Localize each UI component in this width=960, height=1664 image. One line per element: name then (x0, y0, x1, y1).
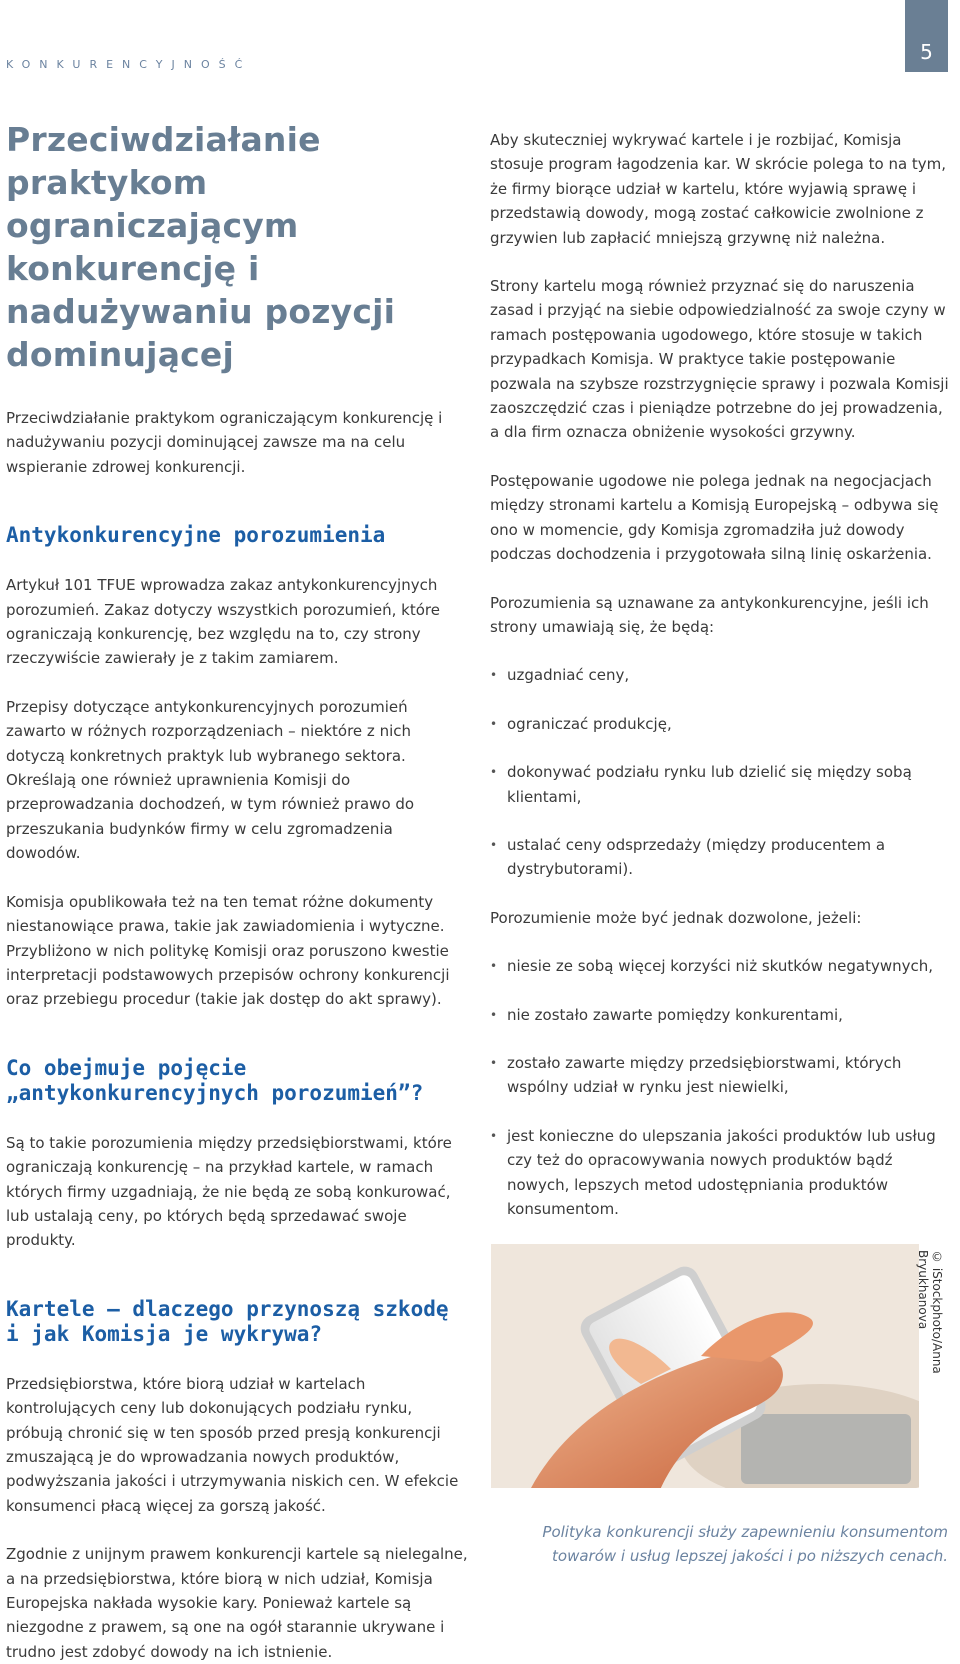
smartphone-photo (491, 1244, 919, 1488)
paragraph: Zgodnie z unijnym prawem konkurencji kartele są nielegalne, a na przedsiębiorstwa, które biorą w nich udział, Komisja Europejska nakłada wysokie kary. Ponieważ kartele są niezgodne z prawem, są one na ogół starannie ukrywane i trudno jest zdobyć dowody na ich istnienie. (6, 1545, 468, 1661)
photo-caption: Polityka konkurencji służy zapewnieniu konsumentom towarów i usług lepszej jakości i po niższych cenach. (542, 1523, 948, 1565)
bullet-list-allowed (490, 954, 950, 1221)
list-item: • ograniczać produkcję, (490, 712, 950, 736)
right-column (490, 128, 950, 1221)
paragraph: Strony kartelu mogą również przyznać się do naruszenia zasad i przyjąć na siebie odpowiedzialność za swoje czyny w ramach postępowania ugodowego, które stosuje w takich przypadkach Komisja. W praktyce takie postępowanie pozwala na szybsze rozstrzygnięcie sprawy i pozwala Komisji zaoszczędzić czas i pieniądze potrzebne do jej prowadzenia, a dla firm oznacza obniżenie wysokości grzywny. (490, 277, 949, 442)
paragraph: Są to takie porozumienia między przedsiębiorstwami, które ograniczają konkurencję – na przykład kartele, w ramach których firmy uzgadniają, że nie będą ze sobą konkurować, lub ustalają ceny, po których będą sprzedawać swoje produkty. (6, 1133, 452, 1250)
list-item: • dokonywać podziału rynku lub dzielić się między sobą klientami, (490, 760, 950, 809)
heading-what: Co obejmuje pojęcie „antykonkurencyjnych porozumień”? (6, 1055, 424, 1105)
page-number: 5 (920, 40, 933, 64)
paragraph: Przepisy dotyczące antykonkurencyjnych porozumień zawarto w różnych rozporządzeniach – niektóre z nich dotyczą konkretnych praktyk lub wybranego sektora. Określają one również uprawnienia Komisji do przeprowadzania dochodzeń, w tym również prawo do przeszukania budynków firmy w celu zgromadzenia dowodów. (6, 697, 415, 863)
smartphone-illustration (491, 1244, 919, 1488)
paragraph: Postępowanie ugodowe nie polega jednak na negocjacjach między stronami kartelu a Komisją Europejską – odbywa się ono w momencie, gdy Komisja zgromadziła już dowody podczas dochodzenia i przygotowała silną linię oskarżenia. (490, 471, 939, 564)
list-item: • ustalać ceny odsprzedaży (między producentem a dystrybutorami). (490, 833, 950, 882)
lead-paragraph: Przeciwdziałanie praktykom ograniczającym konkurencję i nadużywaniu pozycji dominującej zawsze ma na celu wspieranie zdrowej konkurencji. (6, 409, 443, 476)
paragraph: Aby skuteczniej wykrywać kartele i je rozbijać, Komisja stosuje program łagodzenia kar. W skrócie polega to na tym, że firmy biorące udział w kartelu, które wyjawią sprawę i przedstawią dowody, mogą zostać całkowicie zwolnione z grzywien lub zapłacić mniejszą grzywnę niż należna. (490, 131, 947, 247)
heading-cartels: Kartele – dlaczego przynoszą szkodę i jak Komisja je wykrywa? (6, 1296, 449, 1346)
list-item: • jest konieczne do ulepszania jakości produktów lub usług czy też do opracowywania nowych produktów bądź nowych, lepszych metod udostępniania produktów konsumentom. (490, 1124, 950, 1222)
list-item: • uzgadniać ceny, (490, 663, 950, 687)
page-number-tab (905, 0, 948, 72)
paragraph: Artykuł 101 TFUE wprowadza zakaz antykonkurencyjnych porozumień. Zakaz dotyczy wszystkich porozumień, które ograniczają konkurencję, bez względu na to, czy strony rzeczywiście zawierały je z takim zamiarem. (6, 576, 440, 668)
page-title: Przeciwdziałanie praktykom ograniczającym konkurencję i nadużywaniu pozycji dominującej (6, 120, 396, 374)
paragraph: Przedsiębiorstwa, które biorą udział w kartelach kontrolujących ceny lub dokonujących podziału rynku, próbują chronić się w ten sposób przed presją konkurencji zmuszającą je do wprowadzania nowych produktów, podwyższania jakości i utrzymywania niskich cen. W efekcie konsumenci płacą więcej za gorszą jakość. (6, 1374, 459, 1515)
photo-credit: © iStockphoto/Anna Bryukhanova (916, 1250, 944, 1374)
paragraph: Porozumienie może być jednak dozwolone, jeżeli: (490, 908, 862, 927)
list-item: • zostało zawarte między przedsiębiorstwami, których wspólny udział w rynku jest niewielki, (490, 1051, 950, 1100)
section-label: KONKURENCYJNOŚĆ (6, 58, 252, 71)
bullet-list-anticompetitive (490, 663, 950, 881)
list-item: • niesie ze sobą więcej korzyści niż skutków negatywnych, (490, 954, 950, 978)
heading-agreements: Antykonkurencyjne porozumienia (6, 523, 386, 548)
left-column (6, 118, 468, 1664)
paragraph: Komisja opublikowała też na ten temat różne dokumenty niestanowiące prawa, takie jak zawiadomienia i wytyczne. Przybliżono w nich politykę Komisji oraz poruszono kwestie interpretacji podstawowych przepisów ochrony konkurencji oraz przebiegu procedur (takie jak dostęp do akt sprawy). (6, 892, 450, 1009)
list-item: • nie zostało zawarte pomiędzy konkurentami, (490, 1003, 950, 1027)
paragraph: Porozumienia są uznawane za antykonkurencyjne, jeśli ich strony umawiają się, że będą: (490, 593, 929, 636)
